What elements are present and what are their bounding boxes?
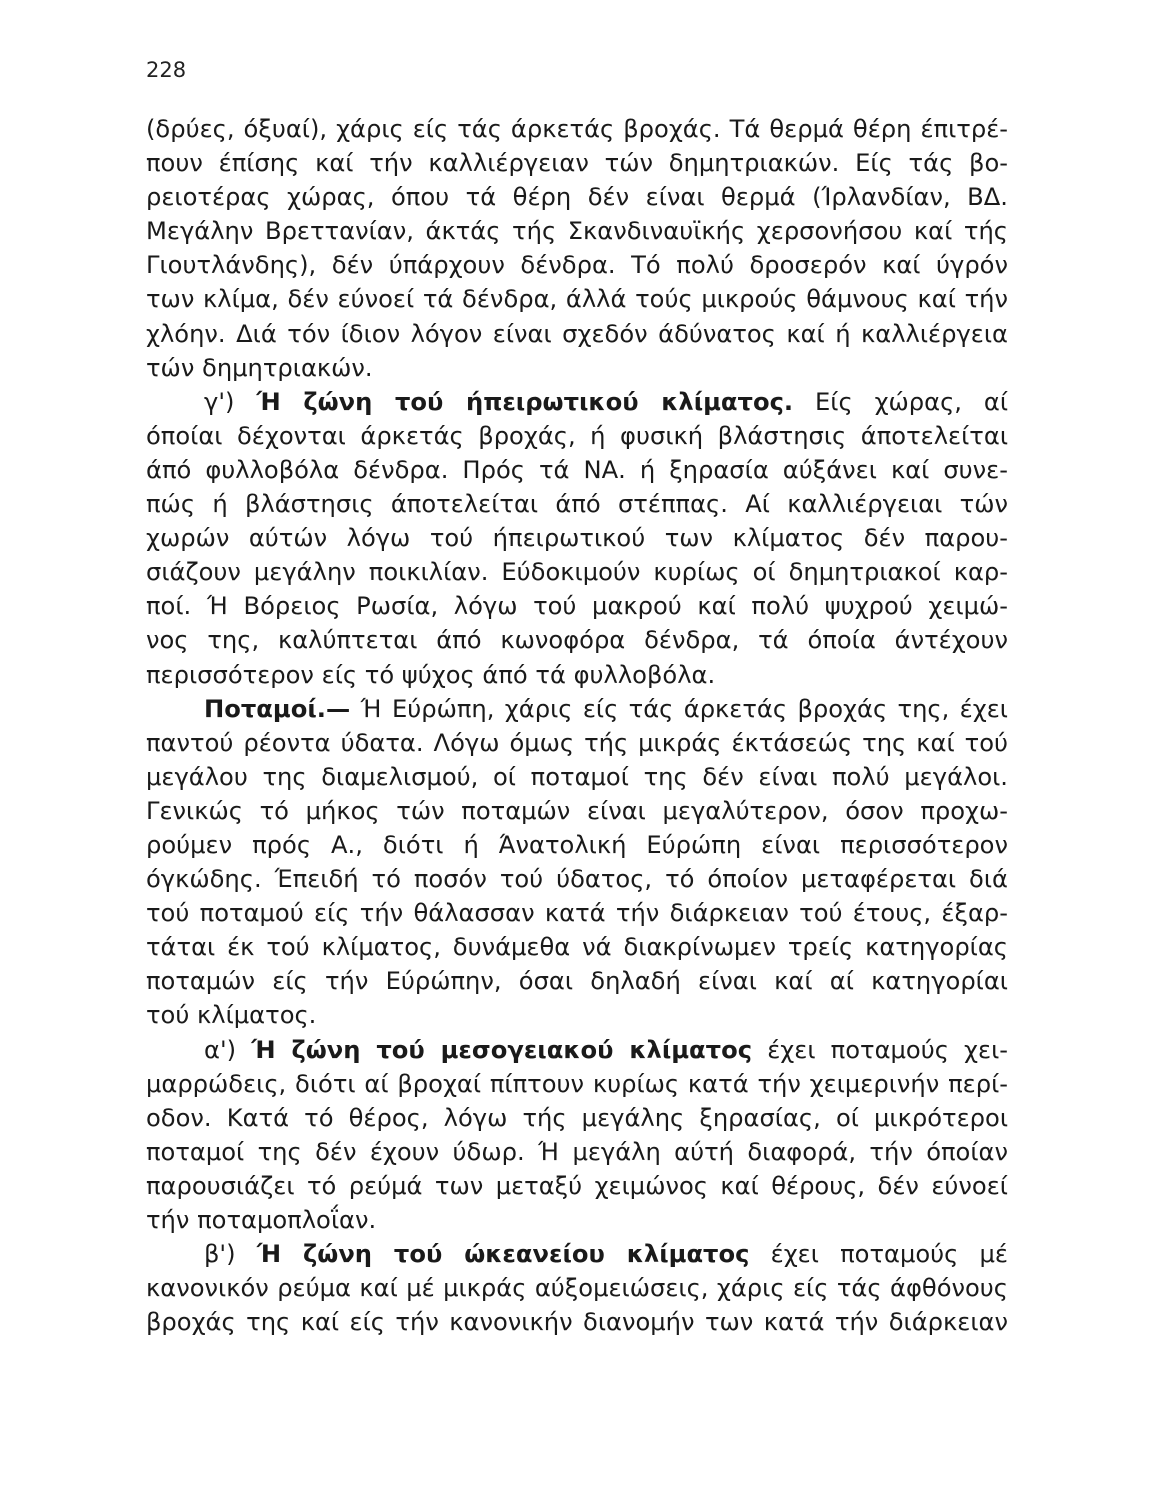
text-line bbox=[146, 282, 1008, 316]
text-span: ποταμοί της δέν έχουν ύδωρ. Ή μεγάλη αύτή διαφορά, τήν όποίαν bbox=[146, 1137, 1008, 1166]
text-span: μεγάλου της διαμελισμού, οί ποταμοί της δέν είναι πολύ μεγάλοι. bbox=[146, 762, 1008, 791]
text-span: τάται έκ τού κλίματος, δυνάμεθα νά διακρίνωμεν τρείς κατηγορίας bbox=[146, 933, 1008, 962]
text-span: γ') bbox=[204, 387, 257, 416]
text-line bbox=[146, 214, 1008, 248]
text-span: β') bbox=[204, 1240, 257, 1269]
text-line bbox=[146, 964, 1008, 998]
bold-heading-text: Ή ζώνη τού μεσογειακού κλίματος bbox=[251, 1035, 753, 1064]
text-line bbox=[146, 794, 1008, 828]
bold-heading-text: Ή ζώνη τού ώκεανείου κλίματος bbox=[256, 1240, 750, 1269]
text-span: νος της, καλύπτεται άπό κωνοφόρα δένδρα, τά όποία άντέχουν bbox=[146, 626, 1008, 655]
text-span: Ή Εύρώπη, χάρις είς τάς άρκετάς βροχάς της, έχει bbox=[350, 694, 1008, 723]
text-line bbox=[146, 1305, 1008, 1339]
text-span: πουν έπίσης καί τήν καλλιέργειαν τών δημητριακών. Είς τάς βο- bbox=[146, 149, 1008, 178]
text-span: χωρών αύτών λόγω τού ήπειρωτικού των κλίματος δέν παρου- bbox=[146, 524, 1008, 553]
bold-heading-text: Ποταμοί.— bbox=[204, 694, 351, 723]
text-span: ρειοτέρας χώρας, όπου τά θέρη δέν είναι θερμά (Ίρλανδίαν, ΒΔ. bbox=[146, 183, 1008, 212]
text-span: βροχάς της καί είς τήν κανονικήν διανομήν των κατά τήν διάρκειαν bbox=[146, 1308, 1008, 1337]
text-span: τού κλίματος. bbox=[146, 1001, 317, 1030]
text-line bbox=[146, 998, 1008, 1032]
text-span: περισσότερον είς τό ψύχος άπό τά φυλλοβόλα. bbox=[146, 660, 716, 689]
text-span: των κλίμα, δέν εύνοεί τά δένδρα, άλλά τούς μικρούς θάμνους καί τήν bbox=[146, 285, 1008, 314]
body-text bbox=[146, 112, 1008, 1339]
page-number: 228 bbox=[146, 58, 187, 82]
text-line bbox=[146, 692, 1008, 726]
text-line bbox=[146, 1271, 1008, 1305]
text-line bbox=[146, 1169, 1008, 1203]
text-line bbox=[146, 385, 1008, 419]
text-line bbox=[146, 623, 1008, 657]
text-span: ρούμεν πρός Α., διότι ή Άνατολική Εύρώπη είναι περισσότερον bbox=[146, 830, 1008, 859]
bold-heading-text: Ή ζώνη τού ήπειρωτικού κλίματος. bbox=[256, 387, 794, 416]
text-span: ποταμών είς τήν Εύρώπην, όσαι δηλαδή είναι καί αί κατηγορίαι bbox=[146, 967, 1008, 996]
text-line bbox=[146, 862, 1008, 896]
text-line bbox=[146, 828, 1008, 862]
text-span: πώς ή βλάστησις άποτελείται άπό στέππας. Αί καλλιέργειαι τών bbox=[146, 490, 1008, 519]
text-line bbox=[146, 112, 1008, 146]
text-line bbox=[146, 760, 1008, 794]
text-span: οδον. Κατά τό θέρος, λόγω τής μεγάλης ξηρασίας, οί μικρότεροι bbox=[146, 1103, 1008, 1132]
text-line bbox=[146, 589, 1008, 623]
text-span: παντού ρέοντα ύδατα. Λόγω όμως τής μικράς έκτάσεώς της καί τού bbox=[146, 728, 1008, 757]
text-line bbox=[146, 930, 1008, 964]
text-line bbox=[146, 453, 1008, 487]
text-line bbox=[146, 896, 1008, 930]
text-line bbox=[146, 726, 1008, 760]
text-span: Μεγάλην Βρεττανίαν, άκτάς τής Σκανδιναυϊκής χερσονήσου καί τής bbox=[146, 217, 1008, 246]
text-span: όποίαι δέχονται άρκετάς βροχάς, ή φυσική βλάστησις άποτελείται bbox=[146, 421, 1008, 450]
text-line bbox=[146, 146, 1008, 180]
text-span: έχει ποταμούς χει- bbox=[752, 1035, 1008, 1064]
text-span: παρουσιάζει τό ρεύμά των μεταξύ χειμώνος καί θέρους, δέν εύνοεί bbox=[146, 1171, 1008, 1200]
text-line bbox=[146, 317, 1008, 351]
text-line bbox=[146, 180, 1008, 214]
text-span: έχει ποταμούς μέ bbox=[749, 1240, 1008, 1269]
text-span: (δρύες, όξυαί), χάρις είς τάς άρκετάς βροχάς. Τά θερμά θέρη έπιτρέ- bbox=[146, 115, 1008, 143]
text-line bbox=[146, 1067, 1008, 1101]
text-line bbox=[146, 555, 1008, 589]
text-span: Είς χώρας, αί bbox=[793, 387, 1008, 416]
text-span: ποί. Ή Βόρειος Ρωσία, λόγω τού μακρού καί πολύ ψυχρού χειμώ- bbox=[146, 592, 1008, 621]
text-line bbox=[146, 351, 1008, 385]
text-span: τήν ποταμοπλοΐαν. bbox=[146, 1206, 377, 1234]
text-span: Γιουτλάνδης), δέν ύπάρχουν δένδρα. Τό πολύ δροσερόν καί ύγρόν bbox=[146, 251, 1008, 280]
text-span: όγκώδης. Έπειδή τό ποσόν τού ύδατος, τό όποίον μεταφέρεται διά bbox=[146, 865, 1008, 894]
text-span: κανονικόν ρεύμα καί μέ μικράς αύξομειώσεις, χάρις είς τάς άφθόνους bbox=[146, 1274, 1008, 1303]
text-line bbox=[146, 658, 1008, 692]
text-span: Γενικώς τό μήκος τών ποταμών είναι μεγαλύτερον, όσον προχω- bbox=[146, 796, 1008, 825]
text-span: σιάζουν μεγάλην ποικιλίαν. Εύδοκιμούν κυρίως οί δημητριακοί καρ- bbox=[146, 558, 1008, 587]
text-line bbox=[146, 419, 1008, 453]
text-line bbox=[146, 248, 1008, 282]
text-span: μαρρώδεις, διότι αί βροχαί πίπτουν κυρίως κατά τήν χειμερινήν περί- bbox=[146, 1069, 1008, 1098]
text-span: άπό φυλλοβόλα δένδρα. Πρός τά ΝΑ. ή ξηρασία αύξάνει καί συνε- bbox=[146, 455, 1008, 484]
text-line bbox=[146, 521, 1008, 555]
text-span: τών δημητριακών. bbox=[146, 353, 373, 382]
text-line bbox=[146, 1101, 1008, 1135]
text-line bbox=[146, 1203, 1008, 1237]
text-line bbox=[146, 1135, 1008, 1169]
text-line bbox=[146, 1237, 1008, 1271]
text-span: χλόην. Διά τόν ίδιον λόγον είναι σχεδόν άδύνατος καί ή καλλιέργεια bbox=[146, 319, 1008, 348]
text-span: τού ποταμού είς τήν θάλασσαν κατά τήν διάρκειαν τού έτους, έξαρ- bbox=[146, 899, 1008, 928]
text-line bbox=[146, 487, 1008, 521]
text-span: α') bbox=[204, 1035, 252, 1064]
text-line bbox=[146, 1033, 1008, 1067]
